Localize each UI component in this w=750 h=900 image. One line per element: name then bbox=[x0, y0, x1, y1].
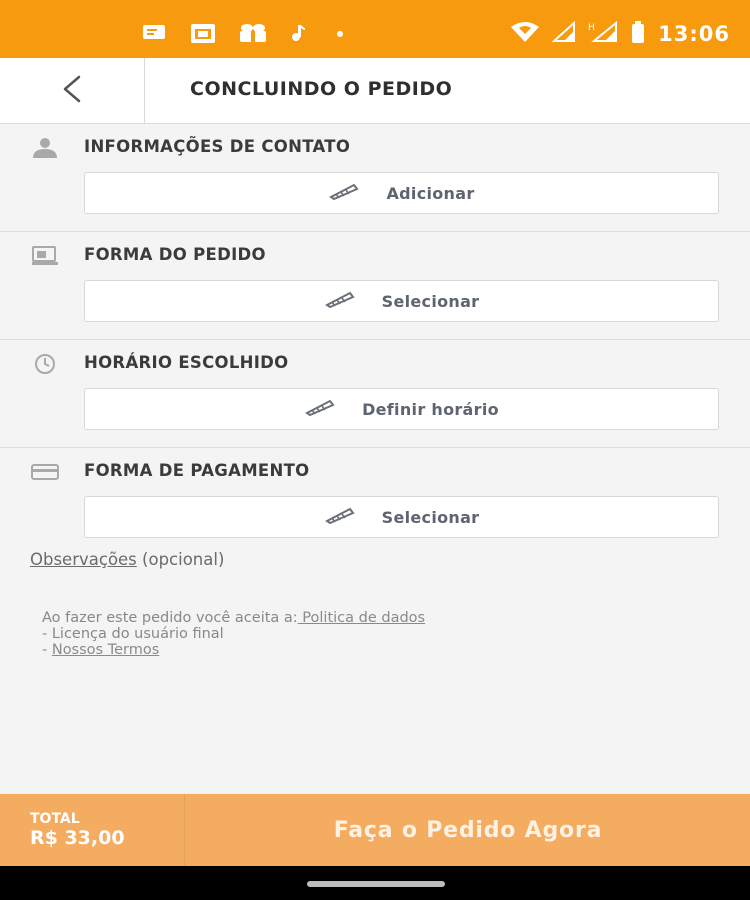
pencil-icon bbox=[304, 398, 336, 420]
status-bar bbox=[0, 0, 750, 58]
add-contact-label: Adicionar bbox=[386, 183, 475, 203]
gift-icon bbox=[238, 23, 268, 47]
total-value: R$ 33,00 bbox=[30, 827, 125, 849]
total-box bbox=[0, 794, 185, 866]
page-title: CONCLUINDO O PEDIDO bbox=[190, 78, 453, 100]
divider bbox=[0, 447, 750, 448]
section-title-contact: INFORMAÇÕES DE CONTATO bbox=[84, 137, 351, 156]
select-payment-button[interactable] bbox=[84, 496, 719, 538]
pencil-icon bbox=[328, 182, 360, 204]
section-title-order-type: FORMA DO PEDIDO bbox=[84, 245, 266, 264]
terms-text bbox=[42, 610, 425, 658]
set-time-label: Definir horário bbox=[362, 399, 499, 419]
observations-link[interactable]: Observações bbox=[30, 550, 137, 569]
add-contact-button[interactable] bbox=[84, 172, 719, 214]
delivery-icon bbox=[30, 245, 60, 267]
observations-optional: (opcional) bbox=[136, 550, 225, 569]
license-prefix: - bbox=[42, 626, 52, 642]
battery-icon bbox=[630, 20, 646, 48]
dot-icon bbox=[328, 23, 348, 47]
select-order-type-button[interactable] bbox=[84, 280, 719, 322]
pencil-icon bbox=[324, 506, 356, 528]
select-order-type-label: Selecionar bbox=[381, 291, 480, 311]
license-text: Licença do usuário final bbox=[51, 626, 224, 642]
divider bbox=[0, 231, 750, 232]
signal-icon bbox=[552, 21, 576, 47]
observations bbox=[30, 550, 224, 569]
system-nav-bar bbox=[0, 866, 750, 900]
place-order-button[interactable] bbox=[186, 794, 750, 866]
home-gesture-handle[interactable] bbox=[307, 881, 445, 887]
chevron-left-icon bbox=[59, 74, 85, 108]
place-order-label: Faça o Pedido Agora bbox=[333, 817, 603, 843]
card-icon bbox=[30, 461, 60, 483]
divider bbox=[0, 339, 750, 340]
clock-icon bbox=[30, 353, 60, 375]
pencil-icon bbox=[324, 290, 356, 312]
wifi-icon bbox=[510, 21, 540, 47]
svg-text:H: H bbox=[588, 23, 595, 33]
terms-intro: Ao fazer este pedido você aceita a: bbox=[42, 610, 298, 626]
privacy-policy-link[interactable]: Politica de dados bbox=[297, 610, 426, 626]
back-button[interactable] bbox=[0, 58, 145, 124]
user-icon bbox=[30, 137, 60, 159]
total-label: TOTAL bbox=[30, 811, 80, 827]
status-time: 13:06 bbox=[658, 22, 730, 46]
section-title-schedule: HORÁRIO ESCOLHIDO bbox=[84, 353, 289, 372]
signal-h-icon bbox=[588, 21, 618, 47]
checkout-bar bbox=[0, 794, 750, 866]
section-title-payment: FORMA DE PAGAMENTO bbox=[84, 461, 310, 480]
our-terms-link[interactable]: Nossos Termos bbox=[51, 642, 160, 658]
message-icon bbox=[142, 23, 168, 47]
terms-prefix: - bbox=[42, 642, 52, 658]
set-time-button[interactable] bbox=[84, 388, 719, 430]
calendar-icon bbox=[190, 22, 216, 48]
tiktok-icon bbox=[290, 23, 306, 47]
select-payment-label: Selecionar bbox=[381, 507, 480, 527]
top-app-bar bbox=[0, 58, 750, 124]
